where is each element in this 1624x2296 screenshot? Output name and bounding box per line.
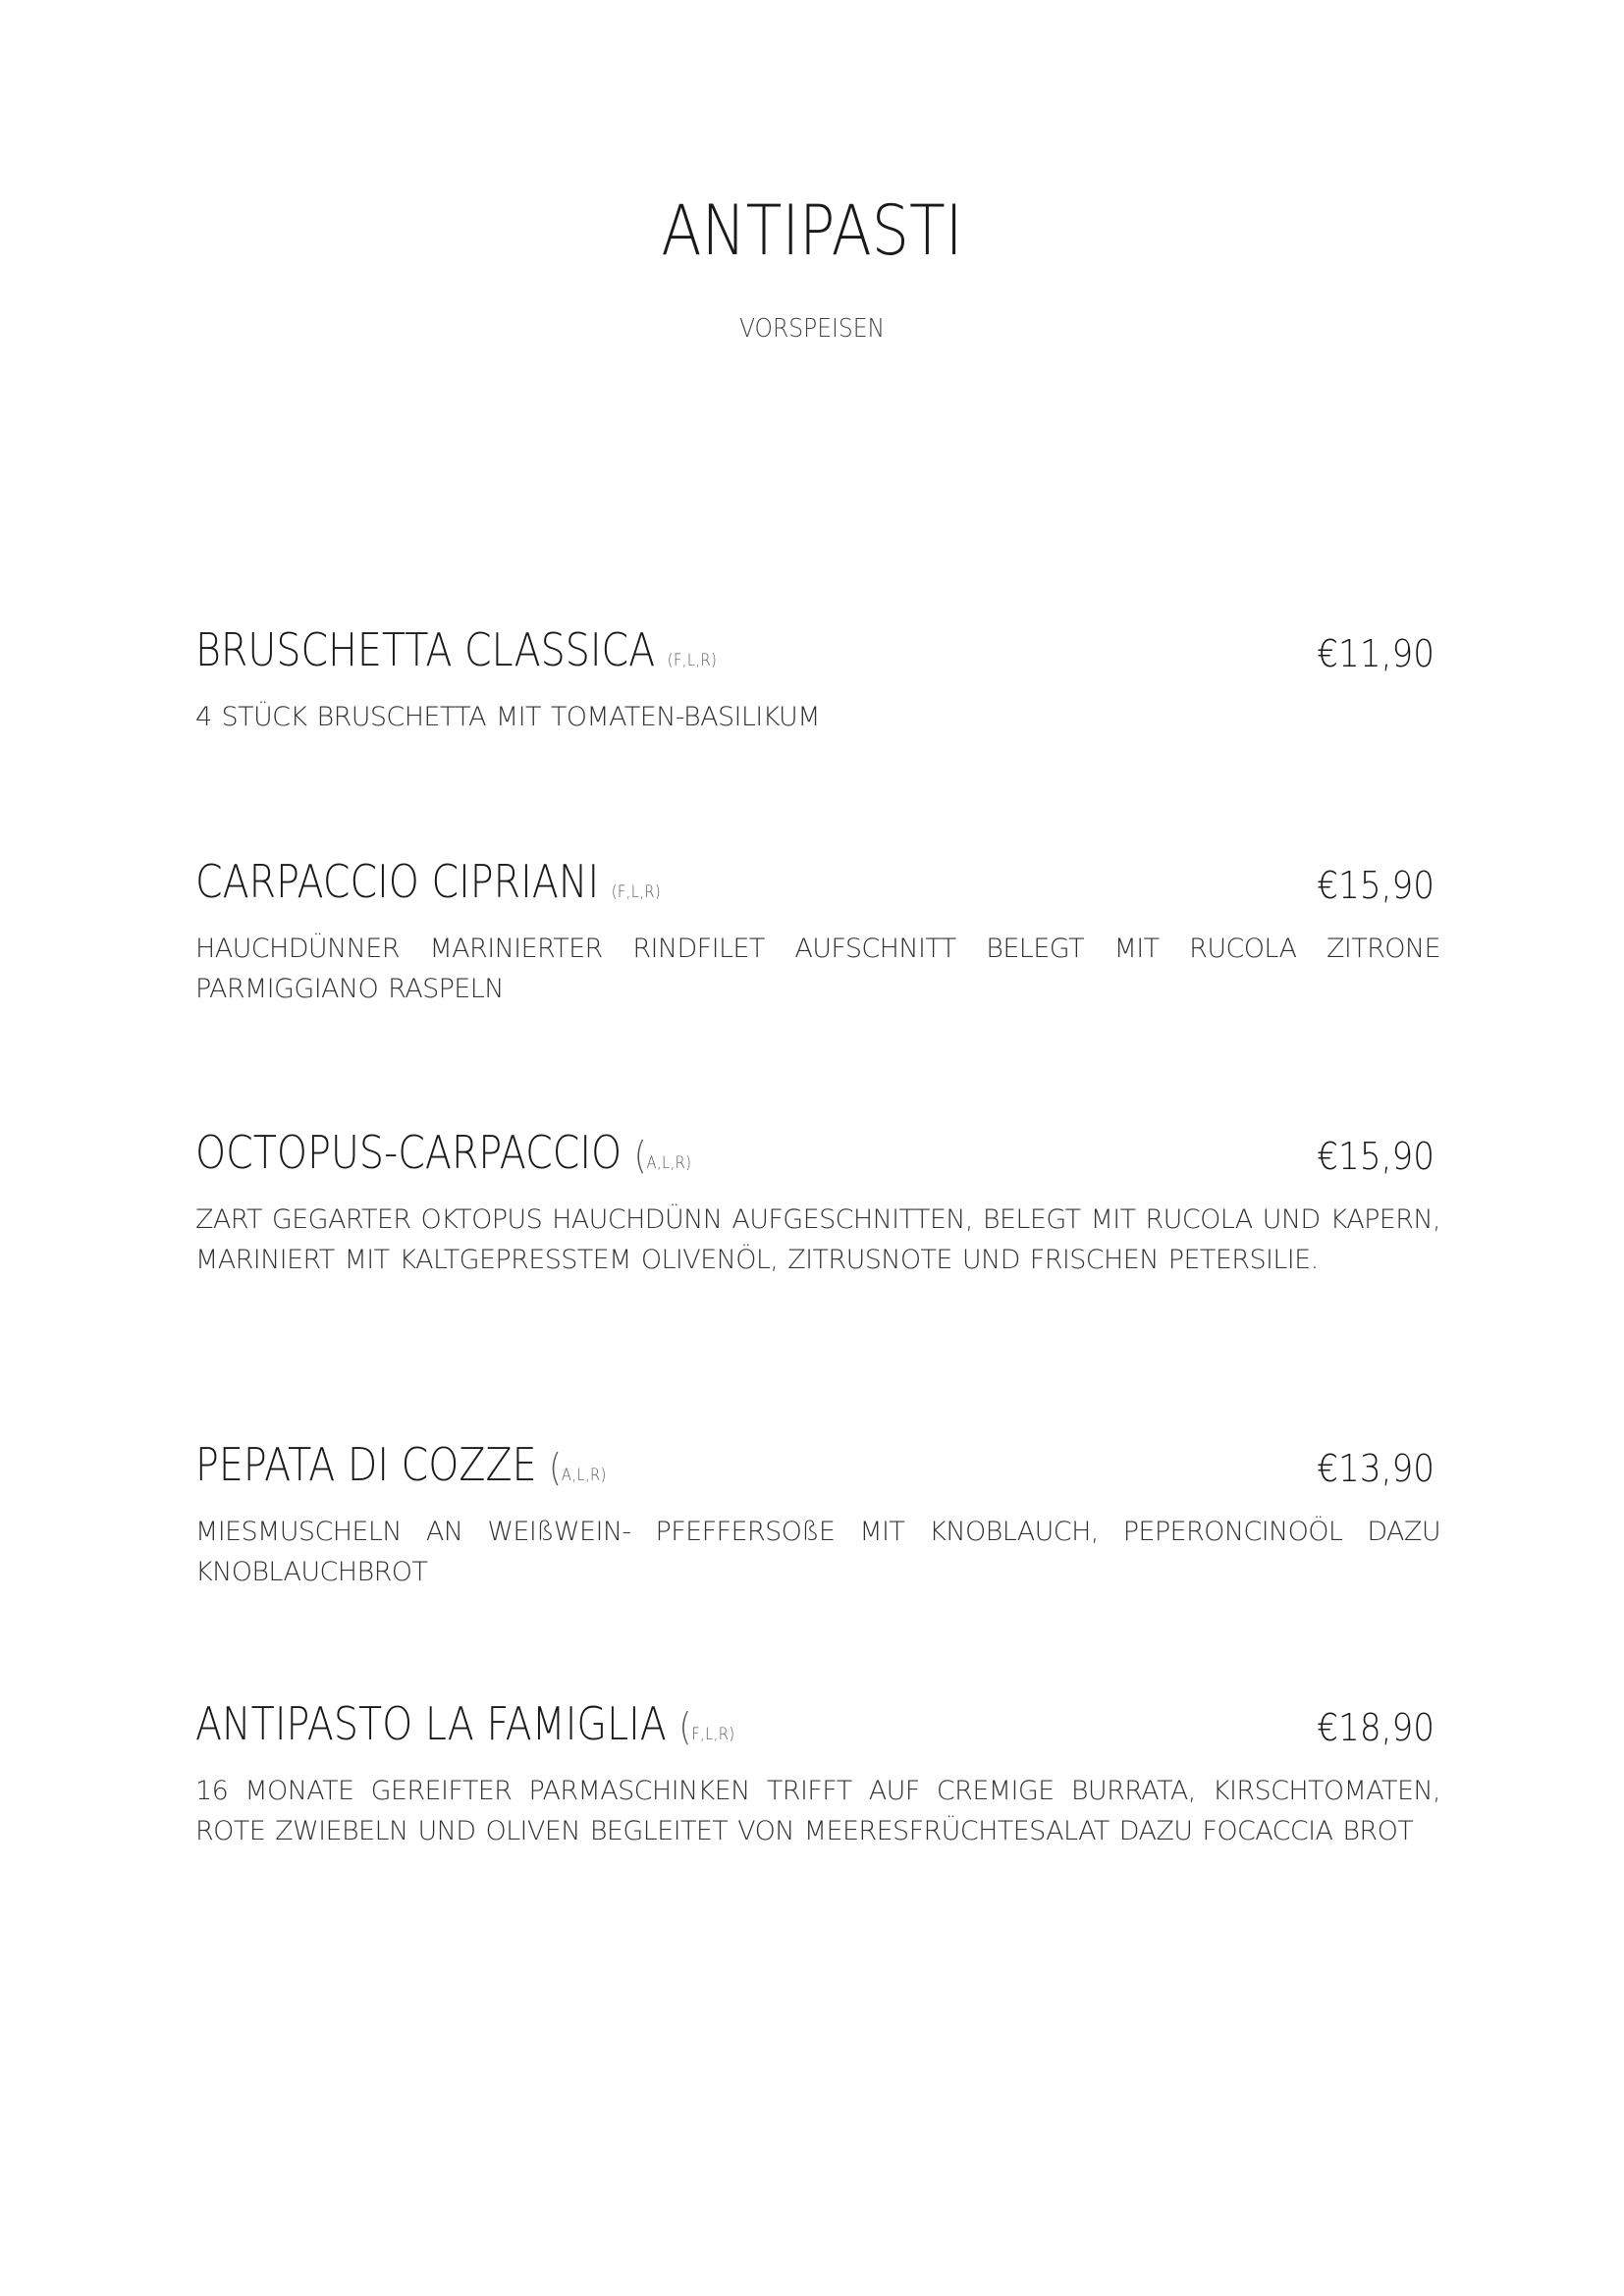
page-title: ANTIPASTI: [661, 190, 963, 271]
menu-item-description: HAUCHDÜNNER MARINIERTER RINDFILET AUFSCHNITT BELEGT MIT RUCOLA ZITRONE PARMIGGIANO RASPELN: [195, 934, 1440, 1004]
menu-item-price: €15,90: [1317, 864, 1435, 907]
menu-item-name: [195, 1435, 607, 1505]
menu-item-name-text: PEPATA DI COZZE: [195, 1438, 537, 1491]
allergen-open-paren: (: [549, 1446, 562, 1489]
menu-item-header: [195, 1435, 1440, 1494]
menu-item-price: €13,90: [1317, 1447, 1435, 1490]
menu-item-description: ZART GEGARTER OKTOPUS HAUCHDÜNN AUFGESCHNITTEN, BELEGT MIT RUCOLA UND KAPERN, MARINIERT MIT KALTGEPRESSTEM OLIVENÖL, ZITRUSNOTE UND FRISCHEN PETERSILIE.: [195, 1204, 1440, 1275]
menu-item-description: 4 STÜCK BRUSCHETTA MIT TOMATEN-BASILIKUM: [195, 702, 820, 732]
allergen-codes: A,L,R): [561, 1466, 607, 1485]
menu-item-price: €15,90: [1317, 1135, 1435, 1178]
menu-item-header: [195, 852, 1440, 911]
menu-item-name: [195, 852, 661, 922]
menu-item-header: [195, 620, 1440, 679]
menu-item-description: MIESMUSCHELN AN WEIßWEIN- PFEFFERSOßE MIT KNOBLAUCH, PEPERONCINOÖL DAZU KNOBLAUCHBROT: [195, 1517, 1440, 1587]
menu-item-bruschetta-classica: [195, 620, 1440, 737]
menu-item-name: [195, 620, 717, 690]
menu-item-name-text: ANTIPASTO LA FAMIGLIA: [195, 1697, 667, 1750]
menu-item-price: €18,90: [1317, 1706, 1435, 1749]
menu-item-antipasto-la-famiglia: [195, 1694, 1440, 1851]
menu-item-price: €11,90: [1317, 632, 1435, 675]
allergen-codes: (F,L,R): [667, 651, 718, 670]
menu-item-name-text: BRUSCHETTA CLASSICA: [195, 623, 656, 676]
allergen-codes: A,L,R): [646, 1153, 692, 1173]
allergen-codes: (F,L,R): [611, 882, 662, 902]
menu-item-name: [195, 1123, 691, 1193]
menu-item-name-text: CARPACCIO CIPRIANI: [195, 855, 600, 908]
menu-item-octopus-carpaccio: [195, 1123, 1440, 1280]
menu-item-name-text: OCTOPUS-CARPACCIO: [195, 1126, 623, 1179]
menu-item-carpaccio-cipriani: [195, 852, 1440, 1009]
allergen-open-paren: (: [678, 1705, 692, 1748]
menu-item-description: 16 MONATE GEREIFTER PARMASCHINKEN TRIFFT AUF CREMIGE BURRATA, KIRSCHTOMATEN, ROTE ZWIEBELN UND OLIVEN BEGLEITET VON MEERESFRÜCHTESALAT DAZU FOCACCIA BROT: [195, 1776, 1440, 1846]
menu-item-header: [195, 1694, 1440, 1753]
page-subtitle: VORSPEISEN: [738, 314, 886, 344]
menu-item-name: [195, 1694, 734, 1764]
allergen-open-paren: (: [633, 1134, 647, 1177]
menu-item-header: [195, 1123, 1440, 1182]
allergen-codes: F,L,R): [691, 1725, 735, 1744]
menu-item-pepata-di-cozze: [195, 1435, 1440, 1592]
